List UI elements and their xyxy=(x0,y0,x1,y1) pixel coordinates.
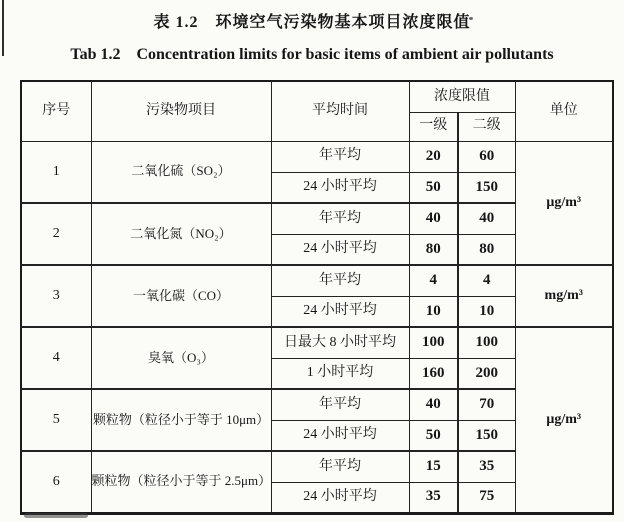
table-title-chinese: 表 1.2 环境空气污染物基本项目浓度限值 xyxy=(153,14,471,31)
grade1-limit: 35 xyxy=(409,482,458,513)
averaging-time: 年平均 xyxy=(271,389,409,420)
table-row xyxy=(21,327,613,358)
averaging-time: 年平均 xyxy=(271,451,409,482)
averaging-time: 24 小时平均 xyxy=(271,172,409,203)
averaging-time: 年平均 xyxy=(271,141,409,172)
averaging-time: 年平均 xyxy=(271,265,409,296)
grade2-limit: 80 xyxy=(458,234,515,265)
unit-value: μg/m³ xyxy=(515,327,613,513)
serial-number: 4 xyxy=(21,327,91,389)
pollutant-name: 臭氧（O₃） xyxy=(91,327,271,389)
grade2-limit: 4 xyxy=(458,265,515,296)
averaging-time: 年平均 xyxy=(271,203,409,234)
serial-number: 2 xyxy=(21,203,91,265)
header-serial-number: 序号 xyxy=(21,81,91,141)
table-row xyxy=(21,141,613,172)
header-grade-1: 一级 xyxy=(409,112,458,141)
grade1-limit: 20 xyxy=(409,141,458,172)
grade1-limit: 40 xyxy=(409,203,458,234)
grade2-limit: 75 xyxy=(458,482,515,513)
grade2-limit: 60 xyxy=(458,141,515,172)
unit-value: μg/m³ xyxy=(515,141,613,265)
grade2-limit: 40 xyxy=(458,203,515,234)
concentration-limits-table xyxy=(20,80,614,515)
pollutant-name: 二氧化硫（SO₂） xyxy=(91,141,271,203)
grade1-limit: 4 xyxy=(409,265,458,296)
grade2-limit: 35 xyxy=(458,451,515,482)
averaging-time: 1 小时平均 xyxy=(271,358,409,389)
pollutant-name: 颗粒物（粒径小于等于 2.5μm） xyxy=(91,451,271,513)
table-title-english: Tab 1.2 Concentration limits for basic items of ambient air pollutants xyxy=(70,46,554,63)
serial-number: 5 xyxy=(21,389,91,451)
grade2-limit: 200 xyxy=(458,358,515,389)
header-averaging-time: 平均时间 xyxy=(271,81,409,141)
pollutant-name: 一氧化碳（CO） xyxy=(91,265,271,327)
header-pollutant-item: 污染物项目 xyxy=(91,81,271,141)
grade2-limit: 70 xyxy=(458,389,515,420)
serial-number: 3 xyxy=(21,265,91,327)
header-concentration-limits: 浓度限值 xyxy=(409,81,515,112)
grade1-limit: 40 xyxy=(409,389,458,420)
grade2-limit: 10 xyxy=(458,296,515,327)
averaging-time: 日最大 8 小时平均 xyxy=(271,327,409,358)
grade2-limit: 150 xyxy=(458,172,515,203)
grade1-limit: 15 xyxy=(409,451,458,482)
serial-number: 1 xyxy=(21,141,91,203)
grade1-limit: 10 xyxy=(409,296,458,327)
averaging-time: 24 小时平均 xyxy=(271,234,409,265)
averaging-time: 24 小时平均 xyxy=(271,482,409,513)
header-grade-2: 二级 xyxy=(458,112,515,141)
pollutant-name: 二氧化氮（NO₂） xyxy=(91,203,271,265)
averaging-time: 24 小时平均 xyxy=(271,296,409,327)
pollutant-name: 颗粒物（粒径小于等于 10μm） xyxy=(91,389,271,451)
table-row xyxy=(21,265,613,296)
header-unit: 单位 xyxy=(515,81,613,141)
grade1-limit: 100 xyxy=(409,327,458,358)
grade1-limit: 50 xyxy=(409,420,458,451)
serial-number: 6 xyxy=(21,451,91,513)
grade1-limit: 80 xyxy=(409,234,458,265)
grade2-limit: 100 xyxy=(458,327,515,358)
averaging-time: 24 小时平均 xyxy=(271,420,409,451)
grade2-limit: 150 xyxy=(458,420,515,451)
unit-value: mg/m³ xyxy=(515,265,613,327)
grade1-limit: 50 xyxy=(409,172,458,203)
grade1-limit: 160 xyxy=(409,358,458,389)
scan-artifact-smudge xyxy=(24,513,88,518)
